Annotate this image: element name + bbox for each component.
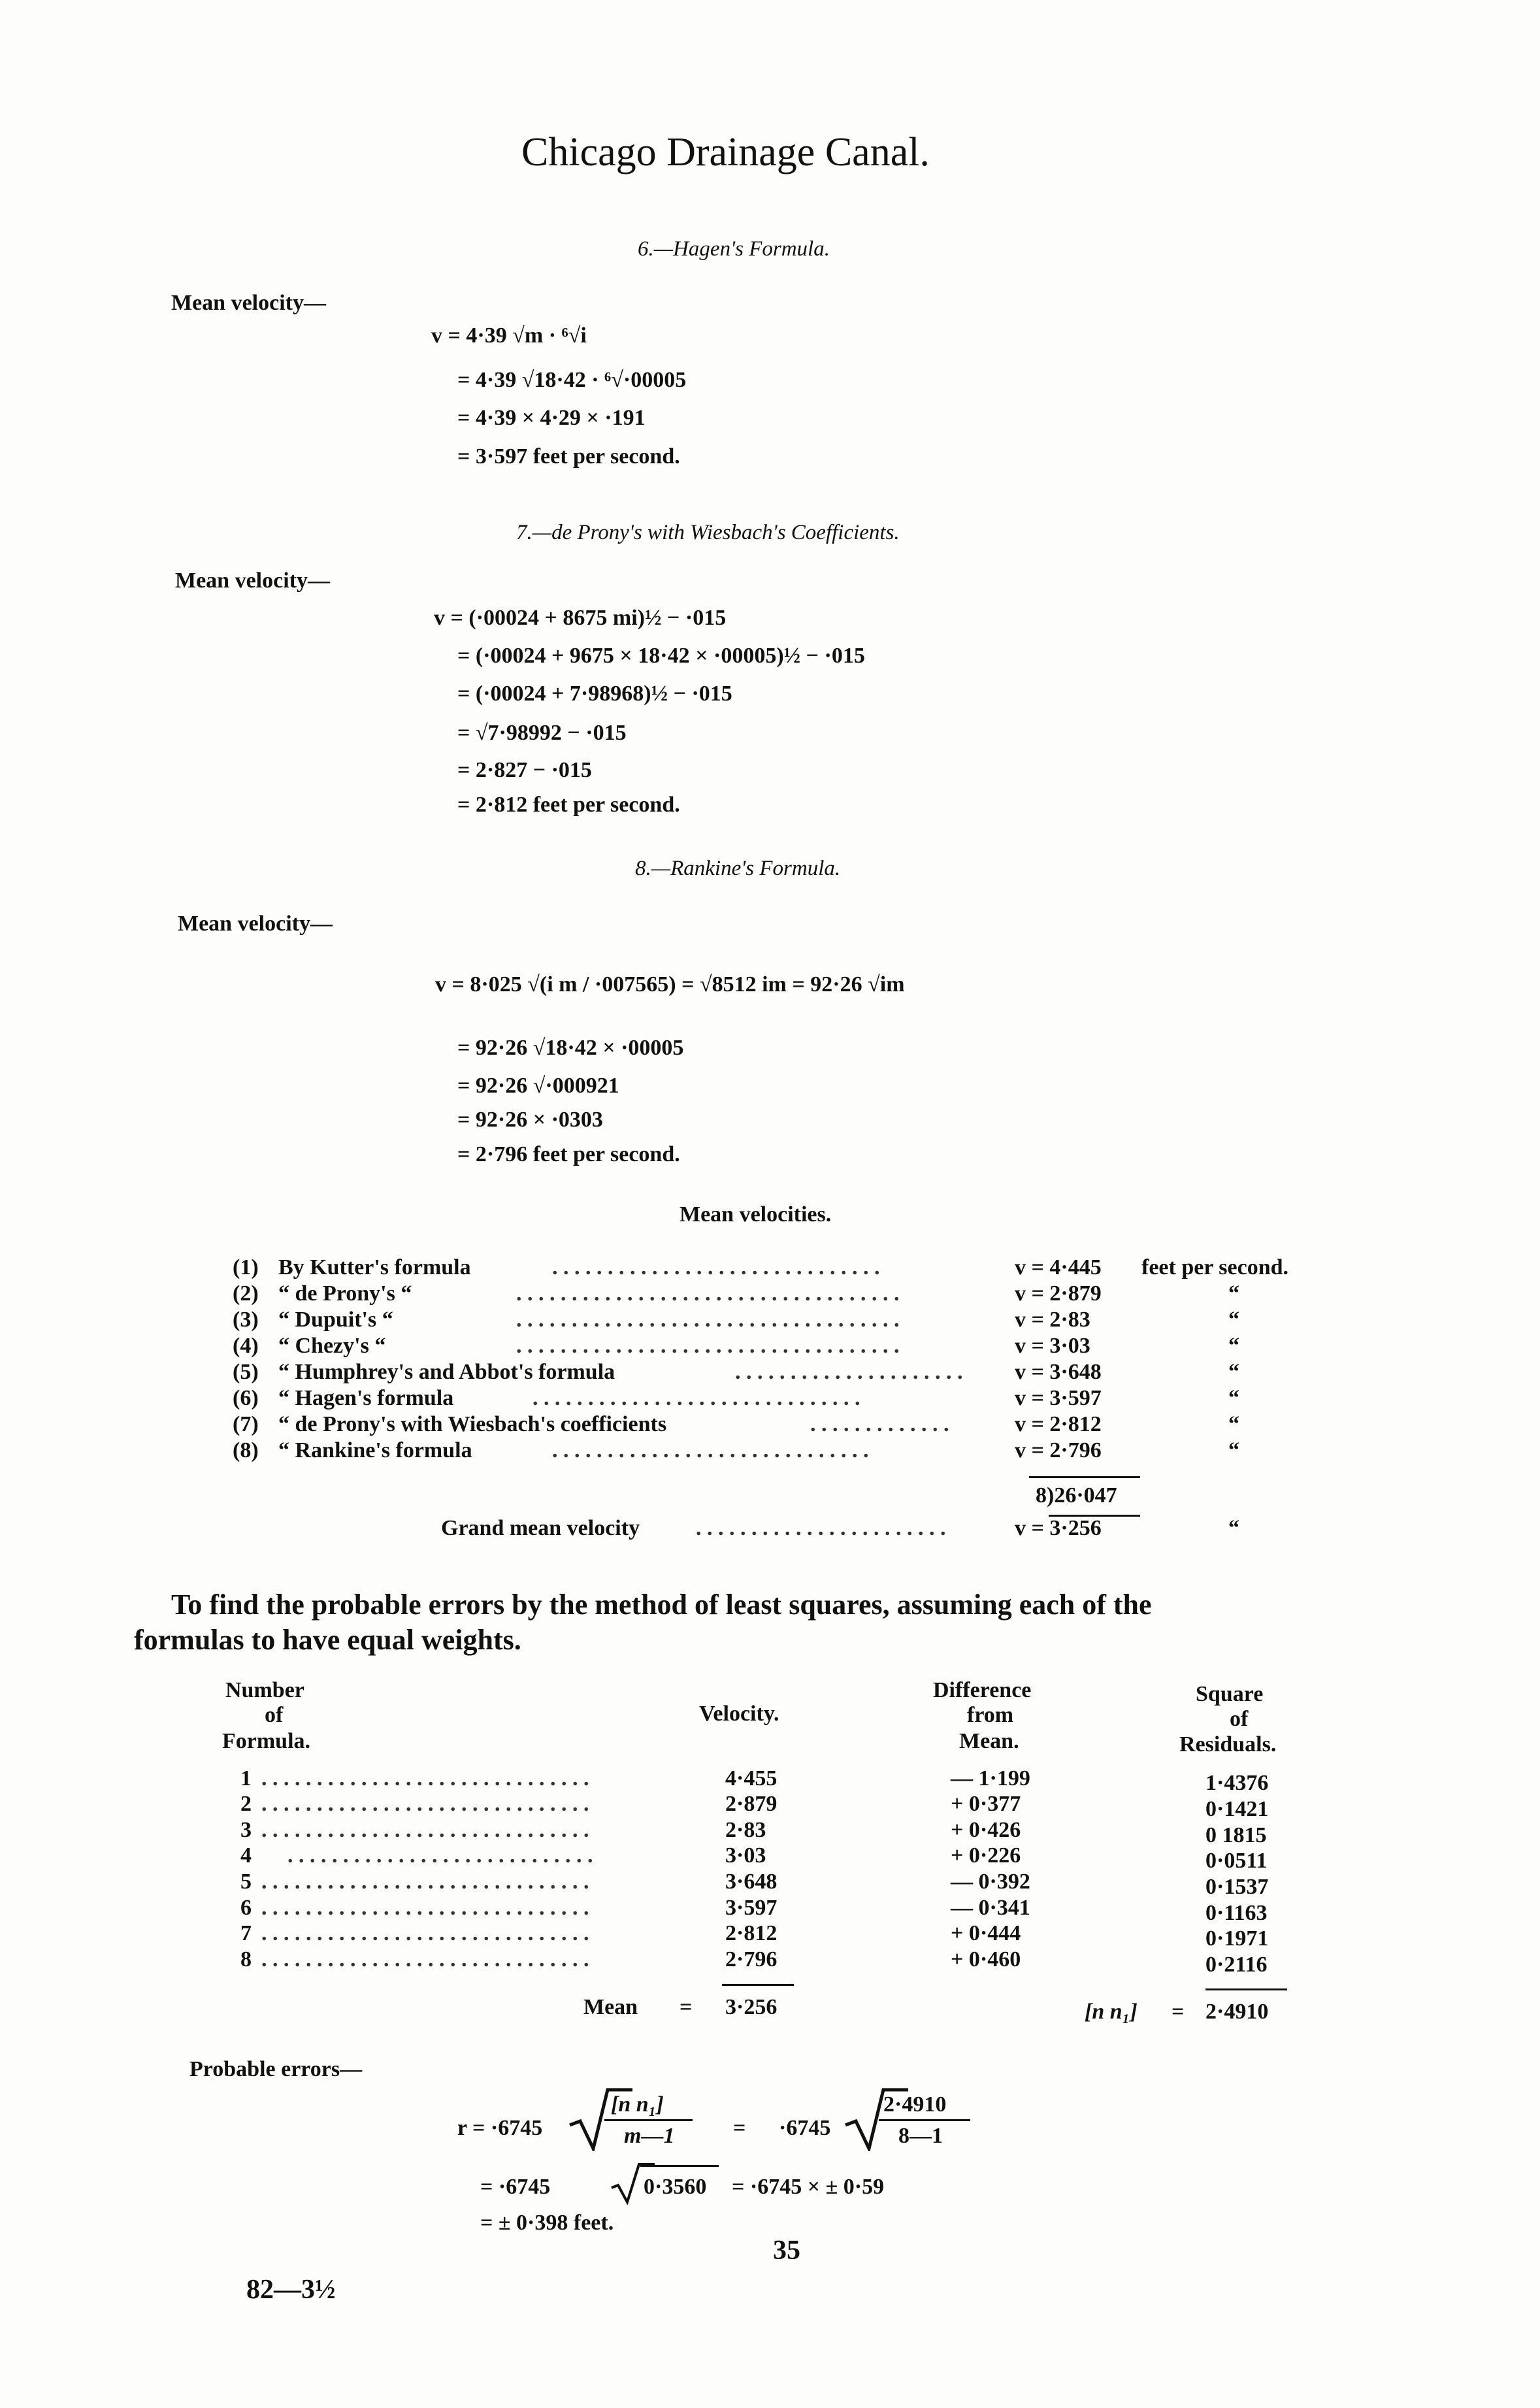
fraction-1-denominator: m—1: [624, 2124, 675, 2148]
summary-row-name: “ Hagen's formula: [278, 1386, 454, 1410]
grand-mean-unit: “: [1228, 1516, 1239, 1540]
header-difference-2: from: [967, 1703, 1014, 1727]
table-row-square: 0·1421: [1205, 1797, 1269, 1821]
summary-row-num: (8): [233, 1438, 259, 1462]
table-row-num: 3: [240, 1818, 252, 1842]
grand-mean-value: v = 3·256: [1015, 1516, 1102, 1540]
hagen-label: Mean velocity—: [171, 291, 326, 315]
summary-row-name: “ Chezy's “: [278, 1334, 386, 1358]
radical-3-bar: [640, 2165, 719, 2167]
table-row-num: 4: [240, 1843, 252, 1868]
table-row-difference: + 0·460: [951, 1947, 1021, 1971]
prony-label: Mean velocity—: [175, 569, 330, 593]
probable-eq-1: =: [733, 2116, 746, 2140]
grand-mean-dots: . . . . . . . . . . . . . . . . . . . . . . .: [696, 1516, 946, 1540]
header-velocity: Velocity.: [699, 1702, 779, 1726]
prony-eq-5: = 2·827 − ·015: [457, 758, 592, 782]
table-row-velocity: 2·83: [725, 1818, 766, 1842]
table-row-velocity: 3·03: [725, 1843, 766, 1868]
prony-heading: 7.—de Prony's with Wiesbach's Coefficients.: [516, 521, 900, 544]
table-row-square: 1·4376: [1205, 1771, 1269, 1795]
hagen-heading: 6.—Hagen's Formula.: [638, 237, 830, 261]
table-row-num: 2: [240, 1792, 252, 1816]
table-row-square: 0·1537: [1205, 1875, 1269, 1899]
table-row-dots: . . . . . . . . . . . . . . . . . . . . . . . . . . . . . .: [261, 1792, 589, 1816]
table-row-velocity: 3·597: [725, 1896, 778, 1920]
table-row-square: 0·1163: [1205, 1901, 1268, 1925]
mean-equals: =: [680, 1995, 693, 2019]
table-row-dots: . . . . . . . . . . . . . . . . . . . . . . . . . . . .: [287, 1843, 593, 1868]
table-row-dots: . . . . . . . . . . . . . . . . . . . . . . . . . . . . . .: [261, 1921, 589, 1945]
prony-eq-1: v = (·00024 + 8675 mi)½ − ·015: [434, 606, 727, 630]
summary-row-num: (2): [233, 1281, 259, 1306]
hagen-eq-3: = 4·39 × 4·29 × ·191: [457, 406, 646, 430]
header-number-3: Formula.: [222, 1729, 311, 1753]
summary-row-value: v = 3·648: [1015, 1360, 1102, 1384]
fraction-1-bar: [604, 2119, 693, 2121]
hagen-eq-4: = 3·597 feet per second.: [457, 444, 680, 469]
table-row-dots: . . . . . . . . . . . . . . . . . . . . . . . . . . . . . .: [261, 1947, 589, 1971]
summary-row-dots: . . . . . . . . . . . . . . . . . . . . . . . . . . . . . . . . . . .: [516, 1334, 900, 1358]
summary-row-dots: . . . . . . . . . . . . . . . . . . . . . . . . . . . . . . . . . . .: [516, 1281, 900, 1306]
summary-row-value: v = 2·796: [1015, 1438, 1102, 1462]
table-row-velocity: 2·879: [725, 1792, 778, 1816]
summary-row-value: v = 3·597: [1015, 1386, 1102, 1410]
summary-row-unit: “: [1228, 1386, 1239, 1410]
probable-line2-a: = ·6745: [480, 2175, 551, 2199]
header-square-2: of: [1230, 1707, 1249, 1731]
table-row-num: 1: [240, 1766, 252, 1790]
sum-squares-equals: =: [1171, 2000, 1185, 2024]
probable-line2-b: 0·3560: [644, 2175, 707, 2199]
table-row-num: 6: [240, 1896, 252, 1920]
fraction-2-denominator: 8—1: [898, 2124, 943, 2148]
table-row-dots: . . . . . . . . . . . . . . . . . . . . . . . . . . . . . .: [261, 1766, 589, 1790]
sum-squares-label: [n n₁]: [1085, 2000, 1138, 2024]
summary-row-name: “ Rankine's formula: [278, 1438, 472, 1462]
sum-squares-rule: [1205, 1988, 1287, 1990]
summary-row-name: By Kutter's formula: [278, 1255, 471, 1279]
probable-label: Probable errors—: [189, 2057, 363, 2081]
table-row-dots: . . . . . . . . . . . . . . . . . . . . . . . . . . . . . .: [261, 1896, 589, 1920]
header-number-2: of: [265, 1703, 284, 1727]
header-square-3: Residuals.: [1179, 1732, 1277, 1757]
table-row-velocity: 4·455: [725, 1766, 778, 1790]
probable-coef-2: ·6745: [779, 2116, 831, 2140]
paragraph-line-2: formulas to have equal weights.: [134, 1624, 521, 1656]
table-row-difference: — 0·341: [951, 1896, 1030, 1920]
table-row-difference: + 0·226: [951, 1843, 1021, 1868]
summary-heading: Mean velocities.: [680, 1202, 832, 1227]
page-title: Chicago Drainage Canal.: [521, 130, 930, 174]
rankine-eq-2: = 92·26 √18·42 × ·00005: [457, 1036, 684, 1060]
rankine-eq-4: = 92·26 × ·0303: [457, 1108, 603, 1132]
table-row-difference: + 0·377: [951, 1792, 1021, 1816]
header-difference-3: Mean.: [959, 1729, 1019, 1753]
mean-rule: [722, 1984, 794, 1986]
summary-row-unit: “: [1228, 1438, 1239, 1462]
summary-row-unit: feet per second.: [1141, 1255, 1289, 1279]
table-row-velocity: 2·812: [725, 1921, 778, 1945]
table-row-velocity: 3·648: [725, 1870, 778, 1894]
rankine-eq-1: v = 8·025 √(i m / ·007565) = √8512 im = 92·26 √im: [435, 972, 905, 997]
table-row-square: 0·2116: [1205, 1953, 1268, 1977]
summary-row-value: v = 2·879: [1015, 1281, 1102, 1306]
probable-line2-c: = ·6745 × ± 0·59: [732, 2175, 885, 2199]
summary-row-value: v = 4·445: [1015, 1255, 1102, 1279]
header-difference-1: Difference: [933, 1678, 1032, 1702]
rankine-eq-5: = 2·796 feet per second.: [457, 1142, 680, 1166]
summary-row-num: (3): [233, 1308, 259, 1332]
summary-row-dots: . . . . . . . . . . . . .: [810, 1412, 949, 1436]
summary-row-unit: “: [1228, 1360, 1239, 1384]
table-row-difference: — 1·199: [951, 1766, 1030, 1790]
signature-mark: 82—3½: [246, 2275, 336, 2305]
fraction-2-numerator: 2·4910: [883, 2092, 947, 2117]
prony-eq-6: = 2·812 feet per second.: [457, 793, 680, 817]
rankine-label: Mean velocity—: [178, 912, 333, 936]
summary-row-dots: . . . . . . . . . . . . . . . . . . . . .: [735, 1360, 963, 1384]
page-number: 35: [773, 2235, 800, 2266]
table-row-dots: . . . . . . . . . . . . . . . . . . . . . . . . . . . . . .: [261, 1818, 589, 1842]
grand-mean-label: Grand mean velocity: [441, 1516, 640, 1540]
prony-eq-4: = √7·98992 − ·015: [457, 721, 627, 745]
prony-eq-2: = (·00024 + 9675 × 18·42 × ·00005)½ − ·015: [457, 644, 865, 668]
probable-line3: = ± 0·398 feet.: [480, 2211, 614, 2235]
sum-rule: [1029, 1476, 1140, 1478]
summary-row-name: “ de Prony's “: [278, 1281, 412, 1306]
summary-row-unit: “: [1228, 1334, 1239, 1358]
table-row-difference: + 0·426: [951, 1818, 1021, 1842]
header-number-1: Number: [225, 1678, 304, 1702]
table-row-velocity: 2·796: [725, 1947, 778, 1971]
rankine-eq-3: = 92·26 √·000921: [457, 1074, 619, 1098]
summary-row-value: v = 2·812: [1015, 1412, 1102, 1436]
fraction-2-bar: [879, 2119, 970, 2121]
summary-row-dots: . . . . . . . . . . . . . . . . . . . . . . . . . . . . .: [552, 1438, 869, 1462]
summary-row-num: (1): [233, 1255, 259, 1279]
prony-eq-3: = (·00024 + 7·98968)½ − ·015: [457, 682, 732, 706]
summary-row-dots: . . . . . . . . . . . . . . . . . . . . . . . . . . . . . .: [532, 1386, 860, 1410]
table-row-dots: . . . . . . . . . . . . . . . . . . . . . . . . . . . . . .: [261, 1870, 589, 1894]
summary-row-name: “ Dupuit's “: [278, 1308, 393, 1332]
summary-row-unit: “: [1228, 1281, 1239, 1306]
summary-row-value: v = 3·03: [1015, 1334, 1090, 1358]
probable-r: r = ·6745: [457, 2116, 543, 2140]
summary-row-num: (5): [233, 1360, 259, 1384]
table-row-square: 0·1971: [1205, 1926, 1269, 1951]
table-row-difference: + 0·444: [951, 1921, 1021, 1945]
summary-row-value: v = 2·83: [1015, 1308, 1090, 1332]
summary-row-num: (4): [233, 1334, 259, 1358]
summary-row-name: “ de Prony's with Wiesbach's coefficients: [278, 1412, 667, 1436]
summary-row-num: (7): [233, 1412, 259, 1436]
table-row-num: 5: [240, 1870, 252, 1894]
summary-row-dots: . . . . . . . . . . . . . . . . . . . . . . . . . . . . . . . . . . .: [516, 1308, 900, 1332]
table-row-num: 8: [240, 1947, 252, 1971]
summary-row-unit: “: [1228, 1412, 1239, 1436]
mean-label: Mean: [583, 1995, 638, 2019]
mean-value: 3·256: [725, 1995, 778, 2019]
hagen-eq-1: v = 4·39 √m · ⁶√i: [431, 323, 587, 348]
paragraph-line-1: To find the probable errors by the method of least squares, assuming each of the: [171, 1589, 1152, 1621]
sum-squares-value: 2·4910: [1205, 2000, 1269, 2024]
table-row-difference: — 0·392: [951, 1870, 1030, 1894]
summary-row-dots: . . . . . . . . . . . . . . . . . . . . . . . . . . . . . .: [552, 1255, 880, 1279]
summary-row-num: (6): [233, 1386, 259, 1410]
rankine-heading: 8.—Rankine's Formula.: [635, 857, 841, 880]
table-row-num: 7: [240, 1921, 252, 1945]
header-square-1: Square: [1196, 1682, 1264, 1706]
hagen-eq-2: = 4·39 √18·42 · ⁶√·00005: [457, 368, 687, 392]
summary-row-name: “ Humphrey's and Abbot's formula: [278, 1360, 615, 1384]
table-row-square: 0 1815: [1205, 1823, 1267, 1847]
summary-row-unit: “: [1228, 1308, 1239, 1332]
summary-sum: 8)26·047: [1036, 1483, 1117, 1508]
fraction-1-numerator: [n n₁]: [611, 2092, 664, 2117]
table-row-square: 0·0511: [1205, 1849, 1268, 1873]
